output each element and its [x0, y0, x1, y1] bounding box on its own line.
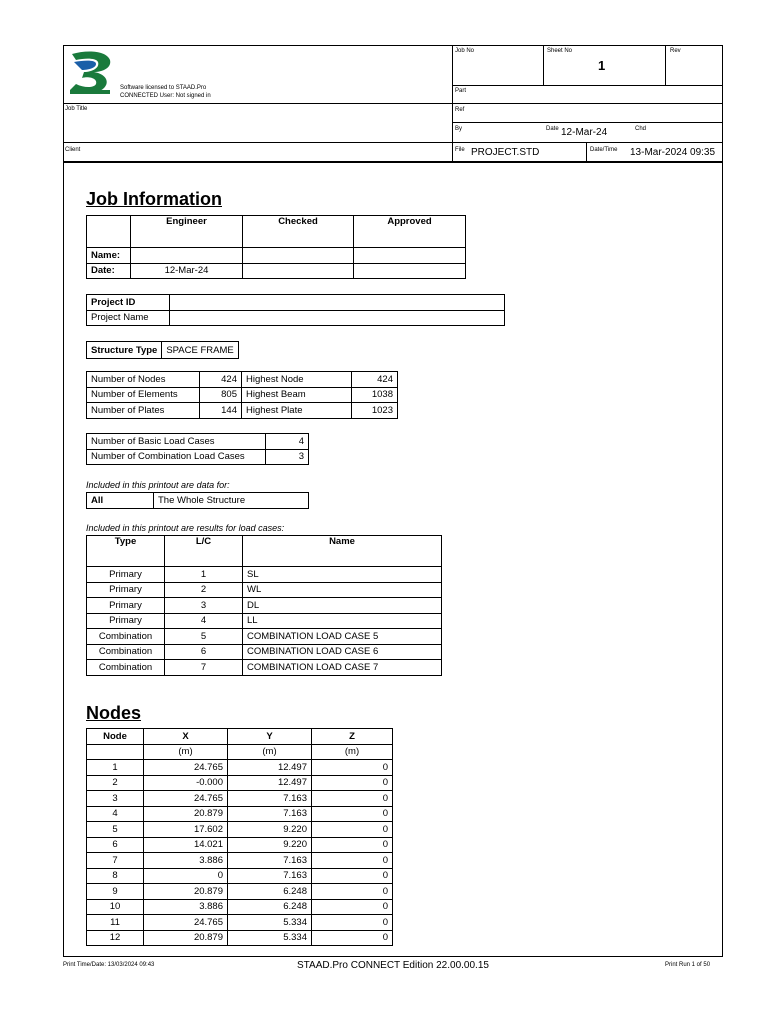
data-included-note: Included in this printout are data for:: [86, 480, 230, 490]
node-x: 20.879: [144, 806, 228, 822]
results-included-note: Included in this printout are results for load cases:: [86, 523, 285, 533]
project-name-label: Project Name: [87, 310, 170, 326]
header-divider: [452, 103, 723, 104]
table-row: [87, 868, 393, 884]
node-x: 14.021: [144, 837, 228, 853]
unit-z: (m): [312, 744, 393, 760]
included-all-table: [86, 492, 309, 509]
date-label: Date: [546, 126, 559, 132]
rev-label: Rev: [670, 48, 681, 54]
table-row: [87, 853, 393, 869]
load-case-type: Primary: [87, 567, 165, 583]
checked-name: [243, 248, 354, 264]
table-row: [87, 915, 393, 931]
node-y: 7.163: [228, 868, 312, 884]
counts-table: [86, 371, 398, 419]
node-y: 7.163: [228, 853, 312, 869]
node-y: 5.334: [228, 930, 312, 946]
table-row: [87, 372, 398, 388]
node-z: 0: [312, 868, 393, 884]
load-case-number: 5: [165, 629, 243, 645]
structure-type-table: [86, 341, 239, 359]
sheet-no-label: Sheet No: [547, 48, 573, 54]
all-value: The Whole Structure: [154, 493, 309, 509]
header-divider: [63, 142, 723, 143]
job-no-label: Job No: [455, 48, 475, 54]
count-label: Number of Plates: [87, 403, 200, 419]
chd-label: Chd: [635, 126, 647, 132]
table-row: [87, 899, 393, 915]
name-label: Name:: [87, 248, 131, 264]
staad-logo-icon: [66, 48, 116, 98]
load-case-type: Combination: [87, 660, 165, 676]
node-x: 17.602: [144, 822, 228, 838]
col-checked: Checked: [243, 216, 354, 248]
date-row-label: Date:: [87, 263, 131, 279]
table-row: [87, 403, 398, 419]
highest-value: 1038: [352, 387, 398, 403]
file-value: PROJECT.STD: [471, 147, 540, 158]
unit-node: [87, 744, 144, 760]
table-row: [87, 434, 309, 450]
load-case-name: COMBINATION LOAD CASE 6: [243, 644, 442, 660]
load-case-number: 6: [165, 644, 243, 660]
load-case-number: 3: [165, 598, 243, 614]
table-row: [87, 791, 393, 807]
unit-y: (m): [228, 744, 312, 760]
node-id: 2: [87, 775, 144, 791]
unit-x: (m): [144, 744, 228, 760]
highest-value: 1023: [352, 403, 398, 419]
node-y: 7.163: [228, 806, 312, 822]
load-case-type: Primary: [87, 598, 165, 614]
node-y: 12.497: [228, 775, 312, 791]
project-name-value: [170, 310, 505, 326]
load-count-label: Number of Combination Load Cases: [87, 449, 266, 465]
sheet-no-value: 1: [598, 58, 606, 73]
load-case-type: Primary: [87, 613, 165, 629]
header-divider: [543, 45, 544, 85]
all-label: All: [87, 493, 154, 509]
highest-value: 424: [352, 372, 398, 388]
node-id: 7: [87, 853, 144, 869]
node-z: 0: [312, 837, 393, 853]
load-case-number: 1: [165, 567, 243, 583]
load-case-name: COMBINATION LOAD CASE 5: [243, 629, 442, 645]
load-case-number: 7: [165, 660, 243, 676]
table-row: [87, 660, 442, 676]
table-row: [87, 760, 393, 776]
count-value: 144: [200, 403, 242, 419]
node-id: 1: [87, 760, 144, 776]
load-count-label: Number of Basic Load Cases: [87, 434, 266, 450]
header-divider: [586, 142, 587, 162]
node-z: 0: [312, 775, 393, 791]
col-lc: L/C: [165, 536, 243, 567]
node-y: 9.220: [228, 822, 312, 838]
license-line1: Software licensed to STAAD.Pro: [120, 85, 207, 91]
col-approved: Approved: [354, 216, 466, 248]
node-id: 11: [87, 915, 144, 931]
highest-label: Highest Plate: [242, 403, 352, 419]
table-row: [87, 644, 442, 660]
header-divider: [452, 85, 723, 86]
table-row: [87, 613, 442, 629]
node-id: 6: [87, 837, 144, 853]
node-x: 3.886: [144, 899, 228, 915]
load-count-value: 3: [266, 449, 309, 465]
table-row: [87, 884, 393, 900]
node-x: 24.765: [144, 791, 228, 807]
load-case-type: Primary: [87, 582, 165, 598]
table-row: [87, 582, 442, 598]
node-z: 0: [312, 791, 393, 807]
node-id: 12: [87, 930, 144, 946]
node-id: 3: [87, 791, 144, 807]
node-y: 9.220: [228, 837, 312, 853]
col-name: Name: [243, 536, 442, 567]
job-title-label: Job Title: [65, 106, 88, 112]
col-x: X: [144, 729, 228, 745]
ref-label: Ref: [455, 107, 465, 113]
engineer-name: [131, 248, 243, 264]
nodes-table: [86, 728, 393, 946]
load-case-name: DL: [243, 598, 442, 614]
job-info-table: [86, 215, 466, 279]
count-value: 424: [200, 372, 242, 388]
license-line2: CONNECTED User: Not signed in: [120, 93, 211, 99]
node-z: 0: [312, 853, 393, 869]
header-divider: [63, 103, 452, 104]
approved-date: [354, 263, 466, 279]
header-divider: [452, 122, 723, 123]
table-row: [87, 449, 309, 465]
approved-name: [354, 248, 466, 264]
node-x: 20.879: [144, 930, 228, 946]
node-z: 0: [312, 822, 393, 838]
date-value: 12-Mar-24: [561, 127, 608, 138]
datetime-label: Date/Time: [590, 147, 618, 153]
node-y: 12.497: [228, 760, 312, 776]
file-label: File: [455, 147, 465, 153]
node-id: 4: [87, 806, 144, 822]
node-id: 9: [87, 884, 144, 900]
count-value: 805: [200, 387, 242, 403]
load-case-type: Combination: [87, 629, 165, 645]
count-label: Number of Nodes: [87, 372, 200, 388]
load-case-name: COMBINATION LOAD CASE 7: [243, 660, 442, 676]
table-row: [87, 629, 442, 645]
node-z: 0: [312, 760, 393, 776]
datetime-value: 13-Mar-2024 09:35: [630, 147, 716, 158]
node-z: 0: [312, 884, 393, 900]
job-info-corner: [87, 216, 131, 248]
node-x: 24.765: [144, 760, 228, 776]
node-z: 0: [312, 806, 393, 822]
project-id-value: [170, 295, 505, 311]
node-y: 6.248: [228, 899, 312, 915]
table-row: [87, 837, 393, 853]
node-id: 8: [87, 868, 144, 884]
client-label: Client: [65, 147, 81, 153]
project-table: [86, 294, 505, 326]
table-row: [87, 930, 393, 946]
node-id: 5: [87, 822, 144, 838]
table-row: [87, 822, 393, 838]
node-id: 10: [87, 899, 144, 915]
node-x: 3.886: [144, 853, 228, 869]
load-case-name: LL: [243, 613, 442, 629]
load-case-number: 2: [165, 582, 243, 598]
node-y: 6.248: [228, 884, 312, 900]
header-divider: [665, 45, 666, 85]
highest-label: Highest Beam: [242, 387, 352, 403]
node-y: 7.163: [228, 791, 312, 807]
node-z: 0: [312, 915, 393, 931]
col-engineer: Engineer: [131, 216, 243, 248]
load-case-type: Combination: [87, 644, 165, 660]
part-label: Part: [455, 88, 467, 94]
table-row: [87, 775, 393, 791]
by-label: By: [455, 126, 463, 132]
load-counts-table: [86, 433, 309, 465]
highest-label: Highest Node: [242, 372, 352, 388]
job-info-heading: Job Information: [86, 189, 222, 209]
col-y: Y: [228, 729, 312, 745]
node-x: 0: [144, 868, 228, 884]
load-case-name: WL: [243, 582, 442, 598]
footer-print-time: Print Time/Date: 13/03/2024 09:43: [63, 962, 155, 968]
load-count-value: 4: [266, 434, 309, 450]
project-id-label: Project ID: [87, 295, 170, 311]
engineer-date: 12-Mar-24: [131, 263, 243, 279]
footer-edition: STAAD.Pro CONNECT Edition 22.00.00.15: [297, 960, 489, 971]
structure-type-label: Structure Type: [87, 342, 162, 359]
nodes-heading: Nodes: [86, 703, 142, 723]
col-node: Node: [87, 729, 144, 745]
node-z: 0: [312, 899, 393, 915]
structure-type-value: SPACE FRAME: [162, 342, 238, 359]
load-case-name: SL: [243, 567, 442, 583]
node-y: 5.334: [228, 915, 312, 931]
node-x: 20.879: [144, 884, 228, 900]
table-row: [87, 806, 393, 822]
node-x: -0.000: [144, 775, 228, 791]
load-case-number: 4: [165, 613, 243, 629]
checked-date: [243, 263, 354, 279]
count-label: Number of Elements: [87, 387, 200, 403]
col-z: Z: [312, 729, 393, 745]
table-row: [87, 598, 442, 614]
table-row: [87, 387, 398, 403]
node-x: 24.765: [144, 915, 228, 931]
table-row: [87, 567, 442, 583]
col-type: Type: [87, 536, 165, 567]
footer-print-run: Print Run 1 of 50: [665, 962, 711, 968]
header-divider: [63, 161, 723, 163]
node-z: 0: [312, 930, 393, 946]
load-cases-table: [86, 535, 442, 676]
